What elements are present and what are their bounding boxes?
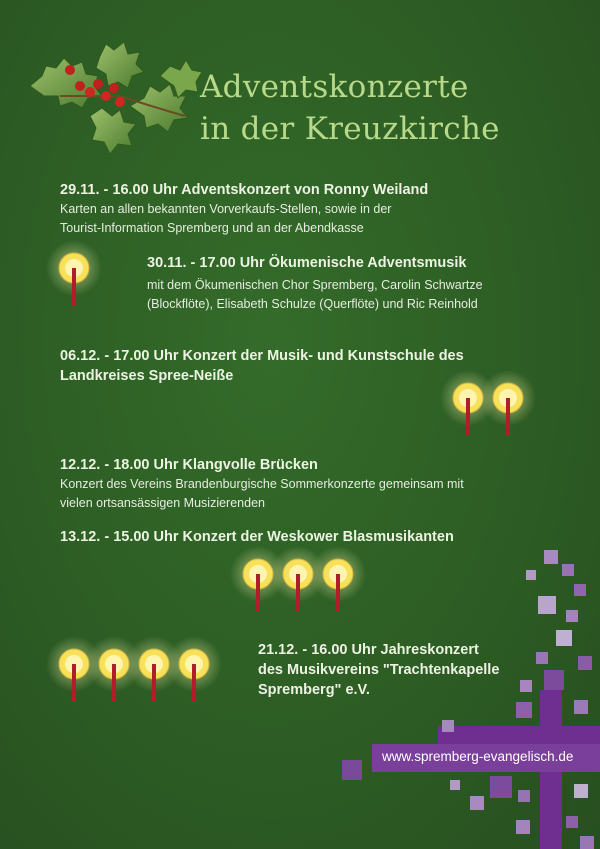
event-detail: (Blockflöte), Elisabeth Schulze (Querflöte) und Ric Reinhold [147,297,478,311]
title-line-2: in der Kreuzkirche [200,111,500,147]
event-detail: mit dem Ökumenischen Chor Spremberg, Carolin Schwartze [147,278,483,292]
event-detail: Tourist-Information Spremberg und an der Abendkasse [60,221,364,235]
event-1 [60,180,428,238]
event-3 [60,346,464,386]
event-4 [60,455,464,513]
website-banner [372,744,600,772]
event-heading: Landkreises Spree-Neiße [60,368,234,384]
event-heading: 30.11. - 17.00 Uhr Ökumenische Adventsmusik [147,255,467,271]
event-heading: 12.12. - 18.00 Uhr Klangvolle Brücken [60,457,318,473]
event-detail: Konzert des Vereins Brandenburgische Sommerkonzerte gemeinsam mit [60,477,464,491]
event-2 [147,253,483,314]
event-detail: vielen ortsansässigen Musizierenden [60,496,265,510]
event-heading: 06.12. - 17.00 Uhr Konzert der Musik- und Kunstschule des [60,348,464,364]
event-detail: Karten an allen bekannten Vorverkaufs-Stellen, sowie in der [60,202,392,216]
event-heading: 13.12. - 15.00 Uhr Konzert der Weskower Blasmusikanten [60,529,454,545]
advent-candle-icon [164,636,224,716]
holly-branch-icon [20,36,205,161]
advent-candle-icon [478,370,538,450]
website-link[interactable]: www.spremberg-evangelisch.de [382,749,574,764]
purple-cross-decoration [330,540,600,849]
event-heading: des Musikvereins "Trachtenkapelle [258,662,500,678]
event-heading: 29.11. - 16.00 Uhr Adventskonzert von Ronny Weiland [60,182,429,198]
title-line-1: Adventskonzerte [200,69,469,105]
advent-candle-icon [44,240,104,320]
event-heading: Spremberg" e.V. [258,682,370,698]
event-heading: 21.12. - 16.00 Uhr Jahreskonzert [258,642,479,658]
poster-title [200,66,500,150]
